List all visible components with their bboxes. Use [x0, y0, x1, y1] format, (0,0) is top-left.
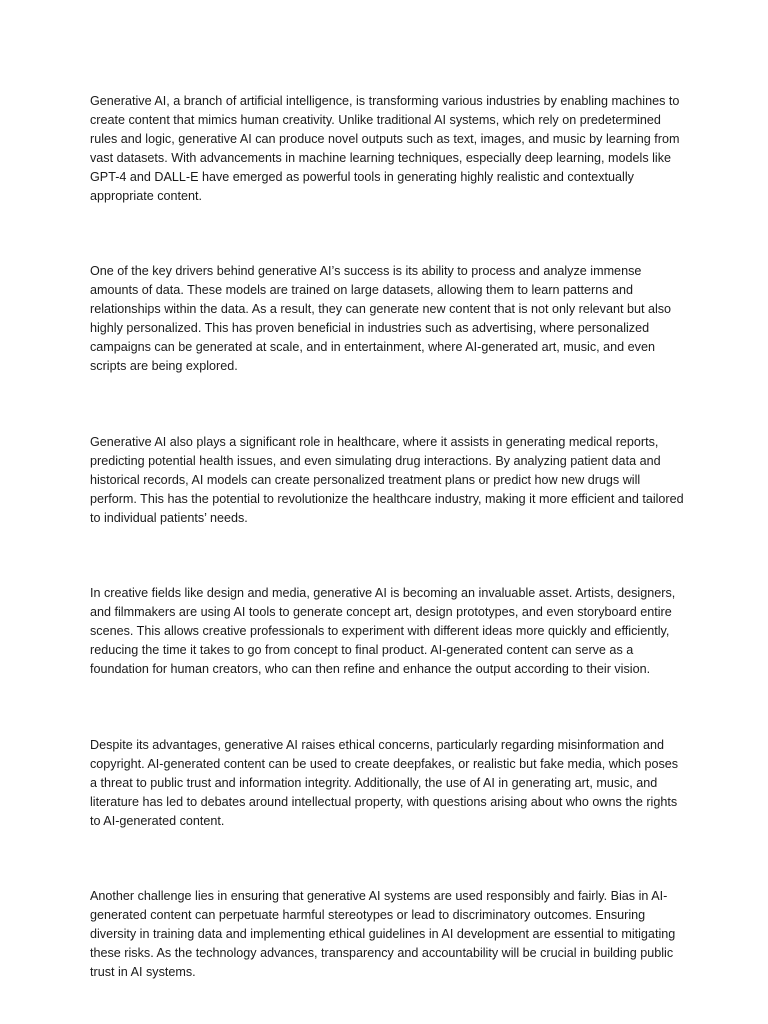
paragraph-responsibility: Another challenge lies in ensuring that generative AI systems are used responsibly and fairly. Bias in AI-generated content can perpetuate harmful stereotypes or lead to discriminatory outcomes. Ensuring diversity in training data and implementing ethical guidelines in AI development are essential to mitigating these risks. As the technology advances, transparency and accountability will be crucial in building public trust in AI systems.: [90, 889, 676, 980]
paragraph-creative-fields: In creative fields like design and media, generative AI is becoming an invaluable asset. Artists, designers, and filmmakers are using AI tools to generate concept art, design prototypes, and even storyboard entire scenes. This allows creative professionals to experiment with different ideas more quickly and efficiently, reducing the time it takes to go from concept to final product. AI-generated content can serve as a foundation for human creators, who can then refine and enhance the output according to their vision.: [90, 586, 676, 677]
paragraph-healthcare: Generative AI also plays a significant role in healthcare, where it assists in generating medical reports, predicting potential health issues, and even simulating drug interactions. By analyzing patient data and historical records, AI models can create personalized treatment plans or predict how new drugs will perform. This has the potential to revolutionize the healthcare industry, making it more efficient and tailored to individual patients’ needs.: [90, 434, 684, 525]
document-body: [90, 92, 686, 982]
paragraph-data-drivers: One of the key drivers behind generative AI’s success is its ability to process and analyze immense amounts of data. These models are trained on large datasets, allowing them to learn patterns and relationships within the data. As a result, they can generate new content that is not only relevant but also highly personalized. This has proven beneficial in industries such as advertising, where personalized campaigns can be generated at scale, and in entertainment, where AI-generated art, music, and even scripts are being explored.: [90, 264, 672, 373]
paragraph-intro: Generative AI, a branch of artificial intelligence, is transforming various industries by enabling machines to create content that mimics human creativity. Unlike traditional AI systems, which rely on predetermined rules and logic, generative AI can produce novel outputs such as text, images, and music by learning from vast datasets. With advancements in machine learning techniques, especially deep learning, models like GPT-4 and DALL-E have emerged as powerful tools in generating highly realistic and contextually appropriate content.: [90, 94, 680, 203]
paragraph-ethical-concerns: Despite its advantages, generative AI raises ethical concerns, particularly regarding misinformation and copyright. AI-generated content can be used to create deepfakes, or realistic but fake media, which poses a threat to public trust and information integrity. Additionally, the use of AI in generating art, music, and literature has led to debates around intellectual property, with questions arising about who owns the rights to AI-generated content.: [90, 737, 679, 828]
